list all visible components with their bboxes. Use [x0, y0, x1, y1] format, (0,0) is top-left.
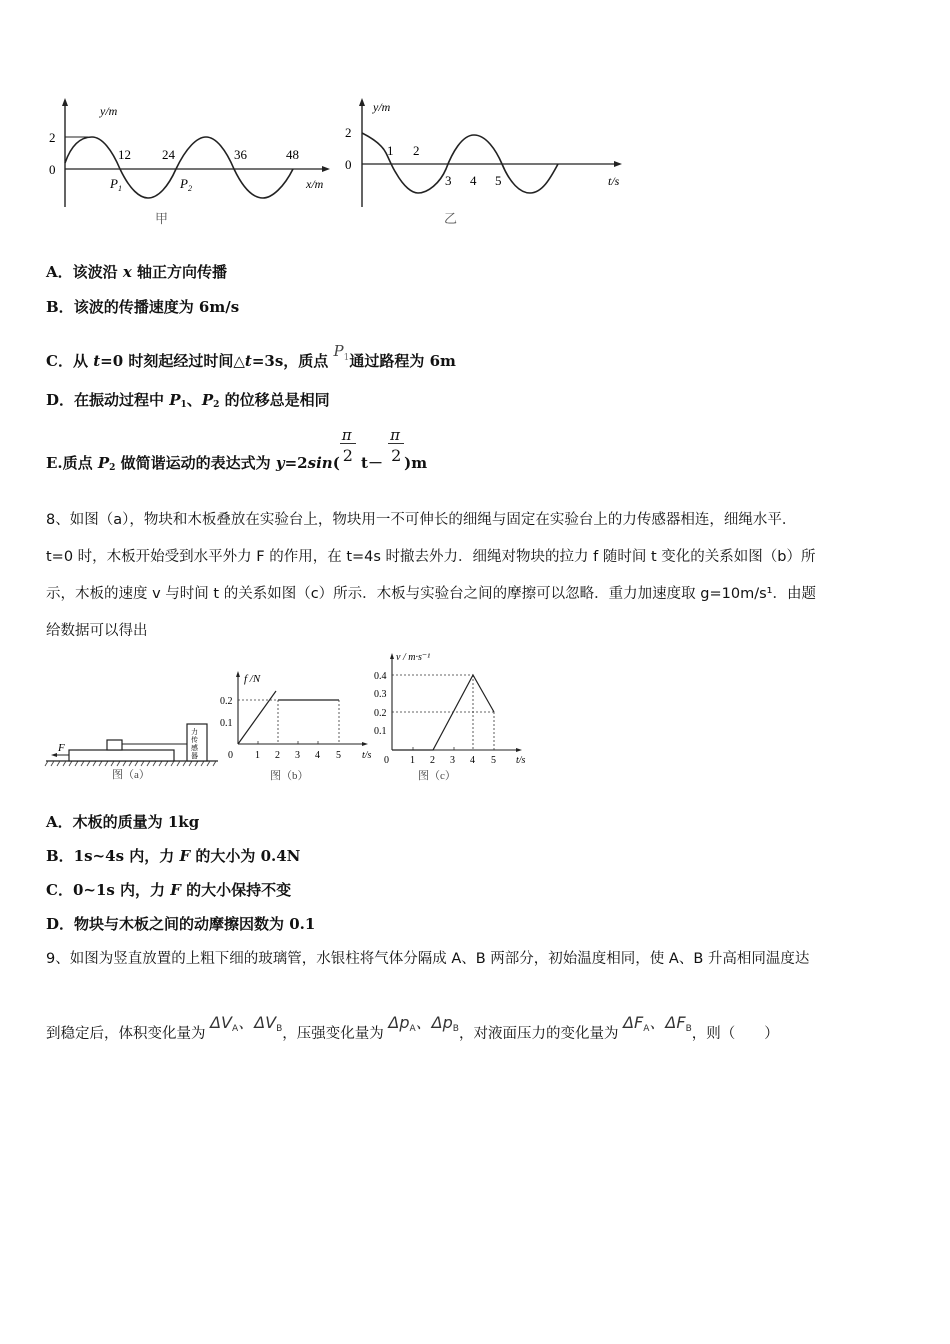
svg-text:力: 力	[191, 728, 198, 736]
svg-text:器: 器	[191, 752, 198, 760]
figure-caption: 乙	[444, 211, 458, 226]
svg-text:0: 0	[345, 157, 352, 172]
svg-text:5: 5	[495, 173, 502, 188]
q7-option-b: B．该波的传播速度为 6m/s	[46, 298, 240, 316]
svg-text:感: 感	[191, 744, 198, 752]
svg-text:1: 1	[387, 143, 394, 158]
delta-v-symbols: ΔVA、ΔVB	[210, 1013, 283, 1034]
svg-text:5: 5	[491, 755, 496, 766]
svg-text:0.1: 0.1	[374, 726, 387, 737]
svg-text:12: 12	[118, 147, 131, 162]
svg-text:3: 3	[445, 173, 452, 188]
q7-option-e: E.质点 $P_2$ 做简谐运动的表达式为 y=2sin( $\frac{\pi}{2}$ t－ $\frac{\pi}{2}$ )m	[46, 426, 428, 473]
q8-stem-line-3: 示，木板的速度 v 与时间 t 的关系如图（c）所示．木板与实验台之间的摩擦可以忽略．重力加速度取 g=10m/s¹．由题	[46, 586, 816, 602]
q9-stem-line-2: 到稳定后，体积变化量为 ΔVA、ΔVB，压强变化量为 ΔpA、ΔpB，对液面压力的变化量为 ΔFA、ΔFB，则（ ）	[46, 1013, 779, 1042]
q8-option-a: A．木板的质量为 1kg	[46, 813, 200, 831]
q8-option-d: D．物块与木板之间的动摩擦因数为 0.1	[46, 915, 316, 933]
svg-text:传: 传	[191, 736, 198, 744]
svg-text:2: 2	[275, 750, 280, 761]
q8-stem-line-2: t=0 时，木板开始受到水平外力 F 的作用，在 t=4s 时撤去外力．细绳对物块的拉力 f 随时间 t 变化的关系如图（b）所	[46, 549, 816, 565]
force-label: F	[58, 742, 65, 754]
svg-text:P1: $P_1$	[110, 176, 122, 193]
y-tick: 0	[49, 162, 56, 177]
wave-graph-yi	[340, 95, 640, 230]
svg-text:4: 4	[470, 173, 477, 188]
svg-text:f /N: f /N	[244, 673, 261, 685]
q8-stem-line-1: 8、如图（a），物块和木板叠放在实验台上，物块用一不可伸长的细绳与固定在实验台上的力传感器相连，细绳水平．	[46, 512, 797, 528]
svg-text:36: 36	[234, 147, 247, 162]
figure-caption: 图（a）	[112, 769, 150, 781]
fraction-pi-over-2: $\frac{\pi}{2}$	[388, 448, 404, 468]
svg-text:v / m·s⁻¹: v / m·s⁻¹	[396, 652, 431, 663]
svg-text:3: 3	[295, 750, 300, 761]
svg-text:2: 2	[430, 755, 435, 766]
svg-text:24: 24	[162, 147, 175, 162]
q7-option-a: A．该波沿 x 轴正方向传播	[46, 263, 228, 281]
y-tick: 2	[49, 130, 56, 145]
fraction-pi-over-2: $\frac{\pi}{2}$	[340, 448, 356, 468]
y-axis-label: y/m	[100, 104, 118, 118]
wave-graph-jia	[40, 95, 340, 230]
q8-option-b: B．1s~4s 内，力 F 的大小为 0.4N	[46, 847, 301, 865]
svg-text:0: 0	[384, 755, 389, 766]
svg-text:4: 4	[470, 755, 475, 766]
svg-text:P2: $P_2$	[180, 176, 192, 193]
svg-text:0: 0	[228, 750, 233, 761]
q8-option-c: C．0~1s 内，力 F 的大小保持不变	[46, 881, 292, 899]
x-axis-label: x/m	[306, 177, 324, 191]
figure-caption: 甲	[155, 211, 169, 226]
figure-caption: 图（c）	[418, 770, 456, 782]
svg-text:3: 3	[450, 755, 455, 766]
figure-caption: 图（b）	[270, 770, 309, 782]
svg-text:2: 2	[345, 125, 352, 140]
svg-text:2: 2	[413, 143, 420, 158]
q8-stem-line-4: 给数据可以得出	[46, 623, 148, 639]
svg-text:1: 1	[255, 750, 260, 761]
svg-text:t/s: t/s	[608, 174, 620, 188]
svg-text:t/s: t/s	[516, 755, 526, 766]
svg-text:0.4: 0.4	[374, 671, 387, 682]
delta-f-symbols: ΔFA、ΔFB	[623, 1013, 692, 1034]
svg-text:0.3: 0.3	[374, 689, 387, 700]
q9-stem-line-1: 9、如图为竖直放置的上粗下细的玻璃管，水银柱将气体分隔成 A、B 两部分，初始温度相同，使 A、B 升高相同温度达	[46, 951, 810, 967]
svg-text:5: 5	[336, 750, 341, 761]
figure-b-force-time	[220, 645, 380, 785]
svg-text:1: 1	[410, 755, 415, 766]
svg-text:0.2: 0.2	[220, 696, 233, 707]
q7-option-d: D．在振动过程中 $P_1$、$P_2$ 的位移总是相同	[46, 391, 330, 410]
figure-c-velocity-time	[370, 645, 540, 785]
svg-text:48: 48	[286, 147, 299, 162]
svg-text:4: 4	[315, 750, 320, 761]
svg-text:0.1: 0.1	[220, 718, 233, 729]
figure-a-apparatus	[40, 645, 230, 785]
q7-option-c: C．从 t=0 时刻起经过时间△t=3s，质点 $P^1$通过路程为 6m	[46, 342, 456, 370]
svg-text:0.2: 0.2	[374, 708, 387, 719]
delta-p-symbols: ΔpA、ΔpB	[388, 1013, 459, 1034]
svg-text:y/m: y/m	[373, 100, 391, 114]
svg-text:t/s: t/s	[362, 750, 372, 761]
